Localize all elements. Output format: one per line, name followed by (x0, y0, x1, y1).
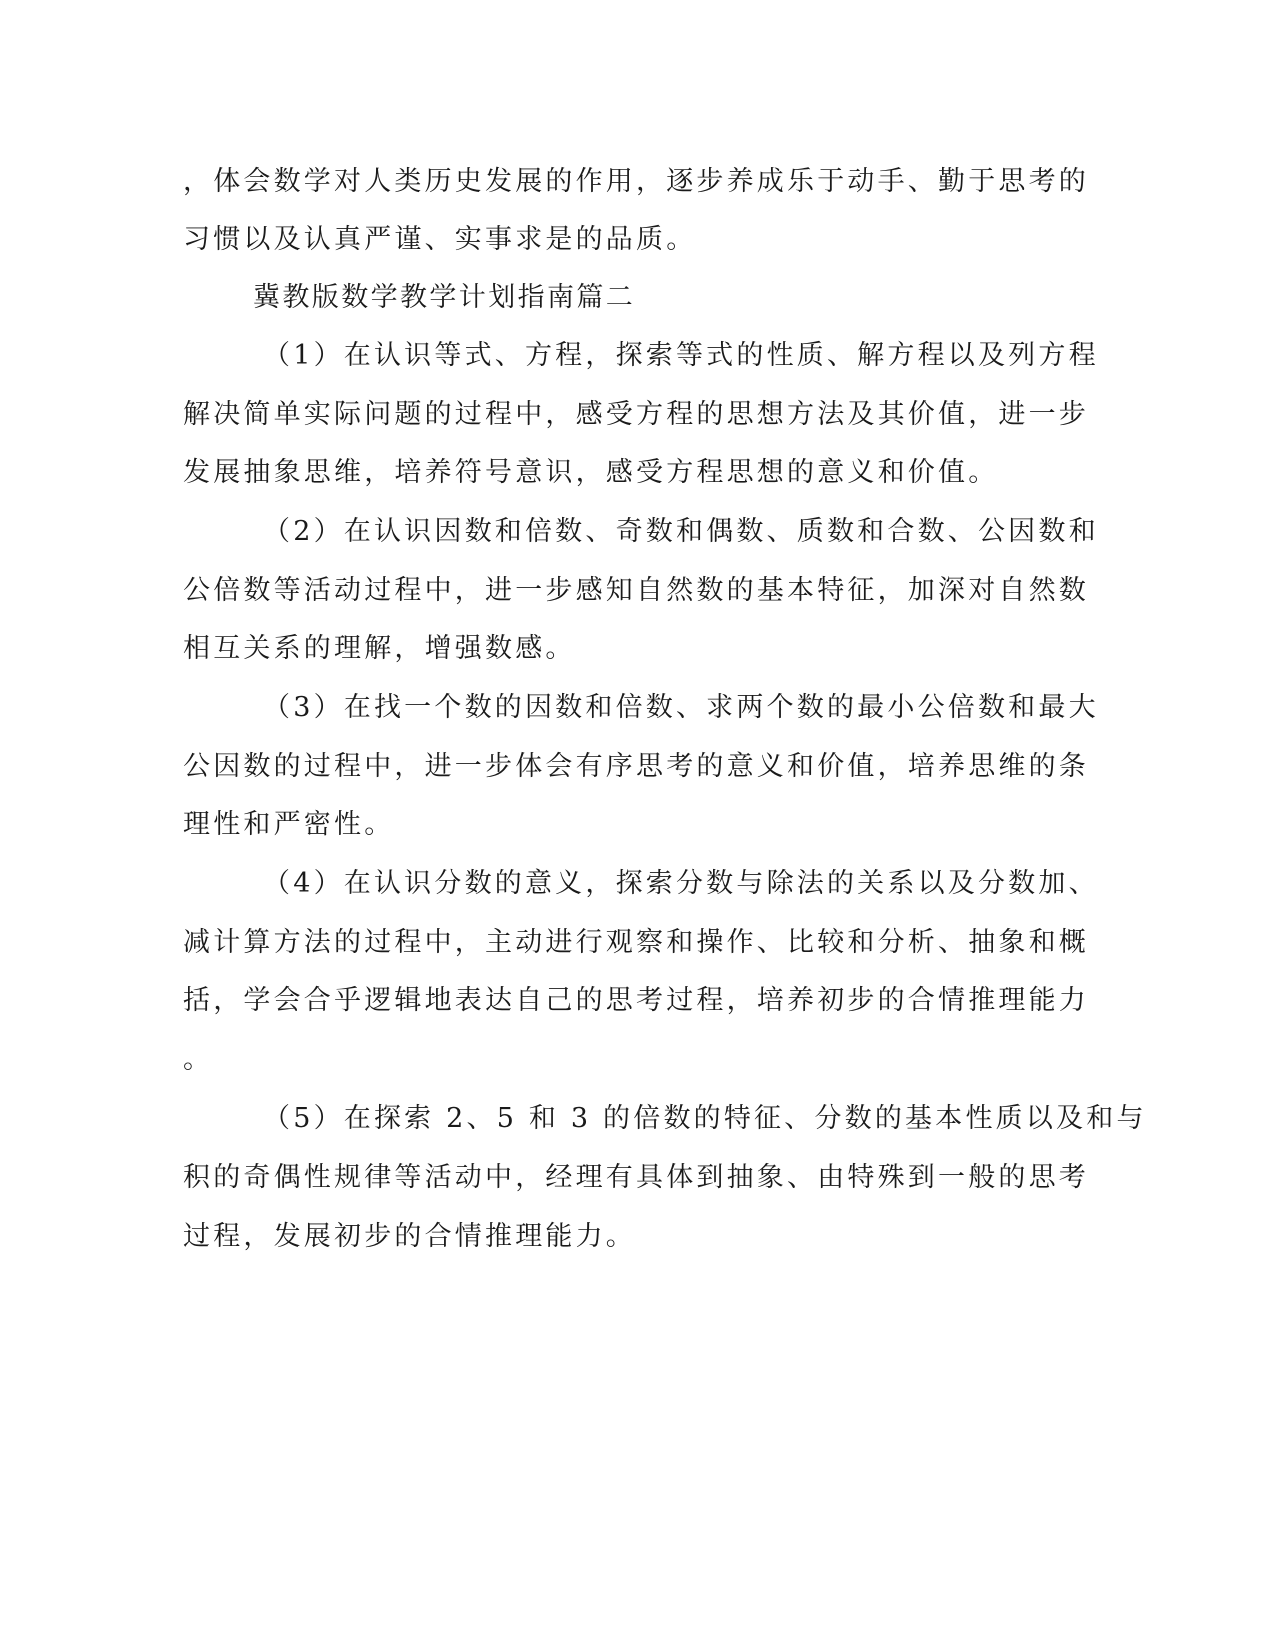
paragraph-line: （3）在找一个数的因数和倍数、求两个数的最小公倍数和最大 (263, 692, 1099, 723)
paragraph-line: 过程，发展初步的合情推理能力。 (183, 1221, 636, 1252)
paragraph-line: 。 (183, 1044, 214, 1075)
paragraph-line: 解决简单实际问题的过程中，感受方程的思想方法及其价值，进一步 (183, 399, 1089, 430)
paragraph-line: 公因数的过程中，进一步体会有序思考的意义和价值，培养思维的条 (183, 751, 1089, 782)
paragraph-line: 发展抽象思维，培养符号意识，感受方程思想的意义和价值。 (183, 457, 999, 488)
paragraph-line: 公倍数等活动过程中，进一步感知自然数的基本特征，加深对自然数 (183, 575, 1089, 606)
paragraph-line: 积的奇偶性规律等活动中，经理有具体到抽象、由特殊到一般的思考 (183, 1162, 1089, 1193)
opening-line: ，体会数学对人类历史发展的作用，逐步养成乐于动手、勤于思考的 (183, 166, 1089, 197)
paragraph-line: （4）在认识分数的意义，探索分数与除法的关系以及分数加、 (263, 868, 1099, 899)
opening-line: 习惯以及认真严谨、实事求是的品质。 (183, 224, 697, 255)
paragraph-line: 理性和严密性。 (183, 809, 395, 840)
paragraph-line: 减计算方法的过程中，主动进行观察和操作、比较和分析、抽象和概 (183, 927, 1089, 958)
paragraph-line: 相互关系的理解，增强数感。 (183, 633, 576, 664)
paragraph-line: （5）在探索 2、5 和 3 的倍数的特征、分数的基本性质以及和与 (263, 1103, 1147, 1134)
paragraph-line: （2）在认识因数和倍数、奇数和偶数、质数和合数、公因数和 (263, 516, 1099, 547)
paragraph-line: （1）在认识等式、方程，探索等式的性质、解方程以及列方程 (263, 340, 1099, 371)
paragraph-line: 括，学会合乎逻辑地表达自己的思考过程，培养初步的合情推理能力 (183, 985, 1089, 1016)
section-heading: 冀教版数学教学计划指南篇二 (253, 282, 636, 313)
